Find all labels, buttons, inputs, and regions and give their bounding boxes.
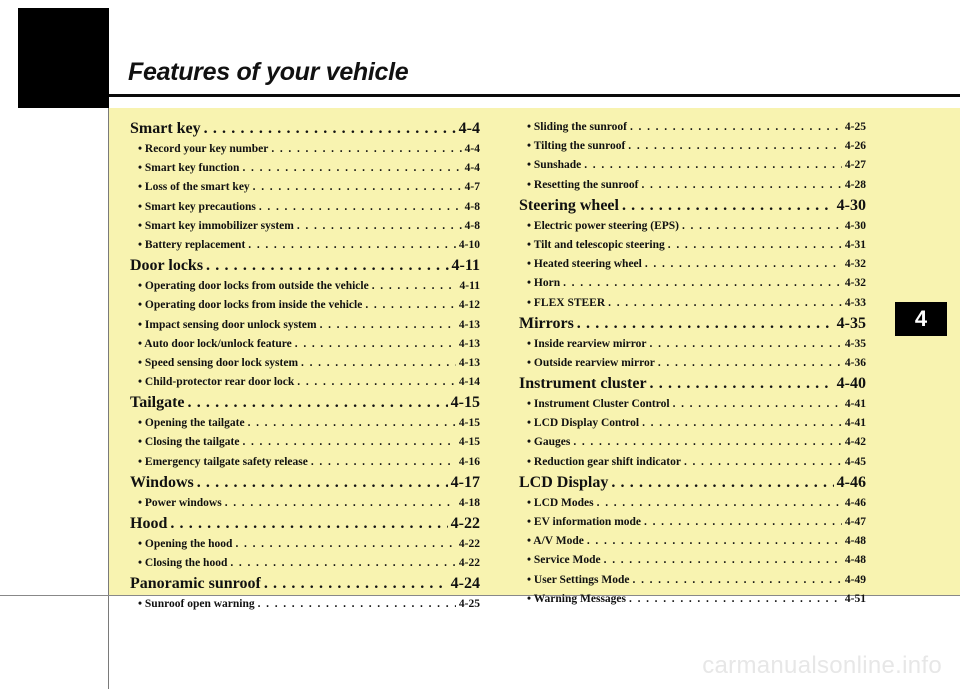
toc-entry-page-number: 4-13	[458, 337, 480, 350]
toc-entry-page-number: 4-26	[844, 140, 866, 153]
toc-entry-label: • Smart key function	[138, 162, 240, 175]
toc-entry-label: • Horn	[527, 277, 561, 290]
toc-entry[interactable]	[519, 494, 866, 513]
dot-leader	[684, 453, 842, 472]
toc-entry[interactable]	[519, 137, 866, 156]
dot-leader	[242, 433, 455, 452]
toc-entry-label: • Sunroof open warning	[138, 598, 255, 611]
toc-entry[interactable]	[519, 513, 866, 532]
toc-entry-page-number: 4-12	[458, 299, 480, 312]
toc-entry[interactable]	[130, 178, 480, 197]
toc-section[interactable]	[519, 373, 866, 395]
page-title: Features of your vehicle	[128, 58, 409, 86]
toc-column-left	[130, 118, 480, 615]
dot-leader	[668, 236, 842, 255]
toc-section-page-number: 4-30	[836, 196, 866, 214]
toc-entry-label: • FLEX STEER	[527, 296, 606, 309]
toc-entry-page-number: 4-8	[464, 200, 480, 213]
dot-leader	[633, 571, 842, 590]
toc-entry-label: • Sliding the sunroof	[527, 121, 627, 133]
dot-leader	[206, 255, 449, 277]
dot-leader	[301, 354, 456, 373]
toc-section[interactable]	[130, 118, 480, 140]
toc-entry-label: • Inside rearview mirror	[527, 337, 647, 350]
toc-entry-label: • Auto door lock/unlock feature	[138, 337, 292, 350]
toc-entry[interactable]	[519, 532, 866, 551]
dot-leader	[630, 118, 842, 137]
toc-entry-label: • Closing the hood	[138, 557, 228, 570]
toc-section-page-number: 4-4	[458, 120, 480, 137]
dot-leader	[573, 433, 842, 452]
toc-section-page-number: 4-11	[451, 257, 480, 275]
toc-entry-page-number: 4-22	[458, 538, 480, 550]
toc-section-label: Hood	[130, 515, 168, 532]
dot-leader	[641, 176, 841, 195]
toc-entry-label: • Impact sensing door unlock system	[138, 318, 317, 331]
toc-entry-page-number: 4-31	[844, 238, 866, 251]
toc-entry[interactable]	[130, 217, 480, 236]
toc-entry[interactable]	[519, 354, 866, 373]
toc-section-page-number: 4-22	[450, 515, 480, 532]
toc-entry-page-number: 4-15	[458, 436, 480, 449]
toc-entry-page-number: 4-48	[844, 554, 866, 567]
dot-leader	[271, 140, 461, 159]
dot-leader	[682, 217, 842, 236]
toc-entry-label: • Smart key immobilizer system	[138, 219, 294, 232]
dot-leader	[622, 195, 834, 217]
toc-entry[interactable]	[130, 373, 480, 392]
toc-entry-page-number: 4-48	[844, 535, 866, 548]
toc-entry-page-number: 4-47	[844, 516, 866, 528]
toc-entry[interactable]	[130, 414, 480, 433]
toc-entry-label: • User Settings Mode	[527, 573, 630, 586]
dot-leader	[365, 296, 456, 315]
dot-leader	[642, 414, 842, 433]
toc-entry[interactable]	[519, 236, 866, 255]
dot-leader	[188, 392, 448, 414]
dot-leader	[372, 277, 457, 296]
toc-entry-page-number: 4-25	[458, 598, 480, 611]
toc-entry[interactable]	[519, 294, 866, 313]
dot-leader	[225, 494, 456, 513]
toc-entry-page-number: 4-4	[464, 162, 480, 175]
toc-section-page-number: 4-46	[836, 473, 866, 491]
toc-entry-page-number: 4-22	[458, 557, 480, 570]
toc-section[interactable]	[130, 472, 480, 494]
toc-section-label: Tailgate	[130, 394, 185, 412]
toc-entry-page-number: 4-32	[844, 277, 866, 290]
toc-entry[interactable]	[519, 255, 866, 274]
toc-entry-label: • A/V Mode	[527, 535, 584, 548]
dot-leader	[673, 395, 842, 414]
toc-entry-label: • Service Mode	[527, 554, 601, 567]
dot-leader	[650, 373, 834, 395]
toc-entry-page-number: 4-36	[844, 356, 866, 369]
toc-section[interactable]	[130, 255, 480, 277]
toc-entry-page-number: 4-27	[844, 159, 866, 172]
toc-entry-page-number: 4-8	[464, 219, 480, 232]
toc-entry-label: • Opening the hood	[138, 538, 233, 550]
toc-section-label: LCD Display	[519, 473, 609, 491]
toc-section-page-number: 4-40	[836, 375, 866, 393]
watermark: carmanualsonline.info	[702, 652, 942, 679]
toc-entry-page-number: 4-25	[844, 121, 866, 133]
toc-entry-page-number: 4-16	[458, 455, 480, 468]
dot-leader	[297, 373, 456, 392]
dot-leader	[253, 178, 462, 197]
toc-entry-label: • Record your key number	[138, 143, 269, 155]
toc-entry[interactable]	[519, 414, 866, 433]
toc-entry-label: • EV information mode	[527, 516, 642, 528]
dot-leader	[204, 118, 456, 140]
toc-entry-label: • Speed sensing door lock system	[138, 356, 299, 369]
toc-section-page-number: 4-17	[450, 473, 480, 491]
toc-section[interactable]	[519, 313, 866, 335]
toc-entry[interactable]	[130, 535, 480, 554]
toc-entry[interactable]	[519, 571, 866, 590]
chapter-corner-block	[18, 8, 109, 108]
toc-entry-page-number: 4-41	[844, 417, 866, 430]
toc-entry-page-number: 4-13	[458, 318, 480, 331]
chapter-tab[interactable]: 4	[895, 302, 947, 336]
toc-entry-page-number: 4-45	[844, 455, 866, 468]
toc-entry[interactable]	[130, 354, 480, 373]
toc-entry-page-number: 4-11	[459, 280, 480, 293]
toc-entry-page-number: 4-42	[844, 436, 866, 449]
dot-leader	[258, 595, 456, 614]
toc-entry[interactable]	[519, 217, 866, 236]
toc-section[interactable]	[519, 195, 866, 217]
dot-leader	[259, 198, 462, 217]
dot-leader	[577, 313, 834, 335]
toc-section-label: Panoramic sunroof	[130, 575, 261, 593]
toc-entry-label: • Electric power steering (EPS)	[527, 219, 679, 232]
toc-entry[interactable]	[130, 316, 480, 335]
toc-section-page-number: 4-24	[450, 575, 480, 593]
dot-leader	[645, 255, 842, 274]
toc-entry[interactable]	[519, 156, 866, 175]
toc-entry-page-number: 4-41	[844, 398, 866, 411]
toc-entry-label: • Sunshade	[527, 159, 582, 172]
dot-leader	[650, 335, 842, 354]
dot-leader	[608, 294, 842, 313]
toc-entry-label: • Loss of the smart key	[138, 181, 250, 194]
dot-leader	[297, 217, 462, 236]
toc-entry-label: • Battery replacement	[138, 238, 246, 251]
toc-entry[interactable]	[519, 335, 866, 354]
toc-entry-label: • Outside rearview mirror	[527, 356, 655, 369]
toc-entry-label: • Child-protector rear door lock	[138, 376, 295, 389]
toc-section-label: Instrument cluster	[519, 375, 647, 393]
toc-entry[interactable]	[130, 277, 480, 296]
dot-leader	[597, 494, 842, 513]
toc-entry[interactable]	[519, 395, 866, 414]
dot-leader	[563, 274, 842, 293]
toc-entry-page-number: 4-35	[844, 337, 866, 350]
dot-leader	[295, 335, 456, 354]
toc-entry[interactable]	[130, 140, 480, 159]
toc-section-label: Windows	[130, 473, 194, 491]
toc-entry[interactable]	[130, 554, 480, 573]
toc-entry[interactable]	[519, 176, 866, 195]
toc-entry-label: • Operating door locks from inside the vehicle	[138, 299, 363, 312]
toc-entry-label: • Operating door locks from outside the vehicle	[138, 280, 369, 293]
dot-leader	[629, 590, 842, 609]
toc-section-label: Mirrors	[519, 314, 574, 332]
toc-entry[interactable]	[130, 335, 480, 354]
toc-entry-label: • LCD Modes	[527, 496, 594, 509]
toc-entry[interactable]	[519, 590, 866, 609]
toc-entry-page-number: 4-4	[464, 143, 480, 155]
dot-leader	[242, 159, 461, 178]
dot-leader	[320, 316, 456, 335]
dot-leader	[628, 137, 842, 156]
toc-section-label: Steering wheel	[519, 196, 619, 214]
dot-leader	[604, 551, 842, 570]
toc-entry-page-number: 4-33	[844, 296, 866, 309]
toc-entry-page-number: 4-13	[458, 356, 480, 369]
dot-leader	[235, 535, 455, 554]
toc-entry[interactable]	[519, 118, 866, 137]
toc-entry-page-number: 4-51	[844, 592, 866, 605]
toc-section[interactable]	[130, 392, 480, 414]
toc-entry-page-number: 4-46	[844, 496, 866, 509]
toc-entry-page-number: 4-28	[844, 178, 866, 191]
left-margin-rule	[108, 108, 109, 689]
toc-section[interactable]	[130, 513, 480, 535]
dot-leader	[170, 513, 447, 535]
toc-entry-label: • Tilting the sunroof	[527, 140, 626, 153]
toc-section[interactable]	[519, 472, 866, 494]
toc-entry[interactable]	[130, 296, 480, 315]
toc-entry[interactable]	[130, 494, 480, 513]
toc-section-page-number: 4-35	[836, 314, 866, 332]
dot-leader	[584, 156, 842, 175]
dot-leader	[248, 236, 456, 255]
toc-entry[interactable]	[130, 159, 480, 178]
toc-entry[interactable]	[519, 274, 866, 293]
toc-entry-page-number: 4-15	[458, 417, 480, 430]
toc-column-right	[519, 118, 866, 609]
toc-entry-label: • Smart key precautions	[138, 200, 256, 213]
toc-entry[interactable]	[130, 453, 480, 472]
toc-entry-page-number: 4-30	[844, 219, 866, 232]
toc-entry-label: • Closing the tailgate	[138, 436, 240, 449]
toc-section-page-number: 4-15	[450, 394, 480, 412]
toc-entry-label: • Tilt and telescopic steering	[527, 238, 665, 251]
toc-entry-page-number: 4-7	[464, 181, 480, 194]
toc-entry-label: • Warning Messages	[527, 592, 627, 605]
toc-entry[interactable]	[519, 433, 866, 452]
toc-entry[interactable]	[519, 551, 866, 570]
toc-entry-page-number: 4-49	[844, 573, 866, 586]
toc-entry-label: • Power windows	[138, 496, 222, 509]
toc-entry-label: • Opening the tailgate	[138, 417, 245, 430]
toc-entry-page-number: 4-10	[458, 238, 480, 251]
dot-leader	[587, 532, 842, 551]
toc-entry[interactable]	[130, 198, 480, 217]
dot-leader	[248, 414, 456, 433]
toc-entry-label: • LCD Display Control	[527, 417, 640, 430]
toc-entry-label: • Instrument Cluster Control	[527, 398, 670, 411]
toc-entry-label: • Heated steering wheel	[527, 258, 642, 271]
dot-leader	[264, 573, 448, 595]
toc-entry[interactable]	[519, 453, 866, 472]
dot-leader	[611, 472, 833, 494]
toc-entry-page-number: 4-14	[458, 376, 480, 389]
title-rule	[109, 94, 960, 97]
toc-entry-label: • Reduction gear shift indicator	[527, 455, 681, 468]
toc-section[interactable]	[130, 573, 480, 595]
dot-leader	[197, 472, 448, 494]
toc-entry-label: • Resetting the sunroof	[527, 178, 639, 191]
toc-entry-label: • Gauges	[527, 436, 571, 449]
dot-leader	[230, 554, 456, 573]
toc-entry-label: • Emergency tailgate safety release	[138, 455, 308, 468]
toc-entry[interactable]	[130, 595, 480, 614]
toc-entry[interactable]	[130, 433, 480, 452]
dot-leader	[644, 513, 842, 532]
toc-section-label: Smart key	[130, 120, 201, 137]
toc-entry-page-number: 4-18	[458, 496, 480, 509]
toc-section-label: Door locks	[130, 257, 204, 275]
dot-leader	[658, 354, 842, 373]
dot-leader	[311, 453, 456, 472]
toc-entry[interactable]	[130, 236, 480, 255]
toc-entry-page-number: 4-32	[844, 258, 866, 271]
